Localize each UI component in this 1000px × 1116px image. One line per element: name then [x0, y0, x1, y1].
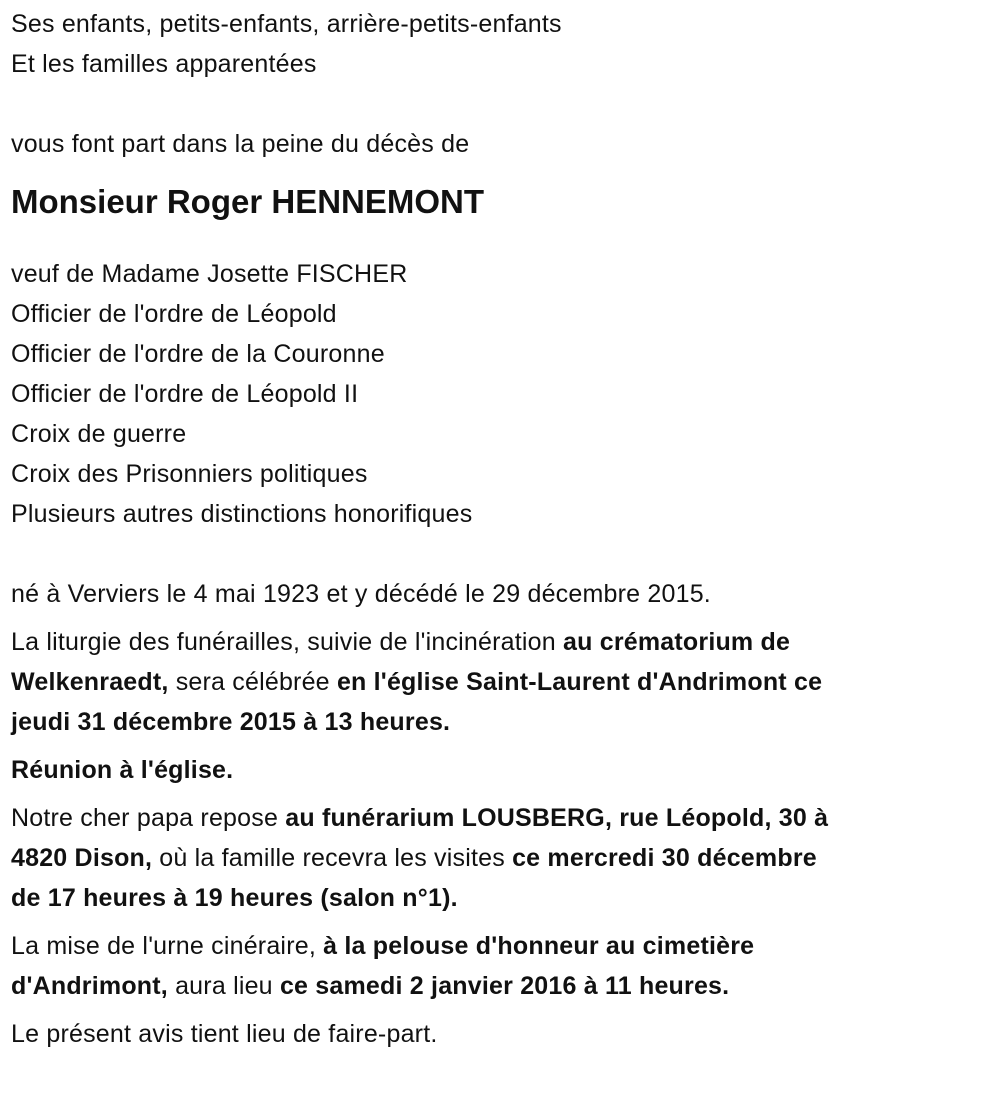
bold-text: ce samedi 2 janvier 2016 à 11 heures. [279, 972, 730, 1000]
honour-line: Officier de l'ordre de la Couronne [11, 340, 385, 368]
text-line [11, 702, 1000, 742]
honour-line: Croix des Prisonniers politiques [11, 460, 368, 488]
paragraph [11, 622, 1000, 742]
text-line [11, 662, 1000, 702]
honours-list [11, 254, 1000, 534]
announcement-text: vous font part dans la peine du décès de [11, 130, 470, 158]
intro-line: Ses enfants, petits-enfants, arrière-petits-enfants [11, 10, 562, 38]
text-line [11, 750, 1000, 790]
bold-text: de 17 heures à 19 heures (salon n°1). [11, 884, 458, 912]
paragraph [11, 798, 1000, 918]
honour-line: Officier de l'ordre de Léopold II [11, 380, 359, 408]
text-line [11, 966, 1000, 1006]
text: où la famille recevra les visites [152, 844, 513, 872]
text-line [11, 622, 1000, 662]
bold-text: en l'église Saint-Laurent d'Andrimont ce [336, 668, 823, 696]
paragraph [11, 750, 1000, 790]
honour-line: veuf de Madame Josette FISCHER [11, 260, 408, 288]
bold-text: Réunion à l'église. [11, 756, 234, 784]
text-line [11, 1014, 1000, 1054]
bold-text: au funérarium LOUSBERG, rue Léopold, 30 à [285, 804, 829, 832]
text-line [11, 878, 1000, 918]
text: né à Verviers le 4 mai 1923 et y décédé le 29 décembre 2015. [11, 580, 711, 608]
text: La mise de l'urne cinéraire, [11, 932, 324, 960]
text: Le présent avis tient lieu de faire-part. [11, 1020, 438, 1048]
text: Notre cher papa repose [11, 804, 286, 832]
paragraph [11, 926, 1000, 1006]
honour-line: Officier de l'ordre de Léopold [11, 300, 337, 328]
bold-text: ce mercredi 30 décembre [512, 844, 817, 872]
text-line [11, 926, 1000, 966]
ceremony-details [11, 574, 1000, 1054]
text: La liturgie des funérailles, suivie de l'incinération [11, 628, 563, 656]
paragraph [11, 574, 1000, 614]
deceased-name: Monsieur Roger HENNEMONT [11, 183, 485, 220]
text-line [11, 574, 1000, 614]
honour-line: Croix de guerre [11, 420, 187, 448]
text: aura lieu [167, 972, 280, 1000]
bold-text: jeudi 31 décembre 2015 à 13 heures. [11, 708, 451, 736]
bold-text: 4820 Dison, [11, 844, 153, 872]
text-line [11, 838, 1000, 878]
text-line [11, 798, 1000, 838]
paragraph [11, 1014, 1000, 1054]
intro-block [11, 4, 1000, 84]
bold-text: d'Andrimont, [11, 972, 168, 1000]
honour-line: Plusieurs autres distinctions honorifiques [11, 500, 473, 528]
bold-text: Welkenraedt, [11, 668, 169, 696]
bold-text: au crématorium de [563, 628, 791, 656]
text: sera célébrée [168, 668, 337, 696]
intro-line: Et les familles apparentées [11, 50, 317, 78]
bold-text: à la pelouse d'honneur au cimetière [323, 932, 755, 960]
